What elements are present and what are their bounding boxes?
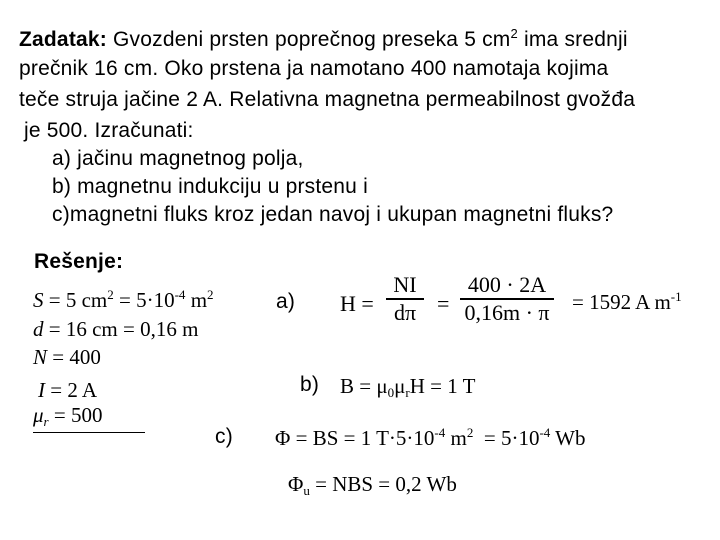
problem-line-3: teče struja jačine 2 A. Relativna magnetna permeabilnost gvožđa xyxy=(19,88,636,111)
fraction-2-denominator: 0,16m · π xyxy=(464,299,550,325)
part-c-unit1-sup: 2 xyxy=(466,425,474,440)
given-N-symbol: N xyxy=(33,345,48,369)
given-I-symbol: I xyxy=(38,378,45,402)
part-c-phi: Φ xyxy=(275,426,291,450)
part-b-mu0-sub: 0 xyxy=(387,385,395,400)
part-c-exp2: -4 xyxy=(539,425,551,440)
problem-line-4: je 500. Izračunati: xyxy=(24,119,194,142)
given-mu-sub: r xyxy=(43,414,49,429)
part-a-fraction-1 xyxy=(386,272,424,326)
part-c-flux xyxy=(275,425,586,451)
given-I-value: = 2 A xyxy=(50,378,98,402)
part-c-unit2: Wb xyxy=(555,426,586,450)
given-S xyxy=(33,287,214,313)
given-d xyxy=(33,317,198,342)
given-mu-value: = 500 xyxy=(53,403,103,427)
problem-item-a: a) jačinu magnetnog polja, xyxy=(52,147,304,170)
part-b-rest: H = 1 T xyxy=(409,374,476,398)
given-d-value: = 16 cm = 0,16 m xyxy=(48,317,199,341)
problem-line-1 xyxy=(19,26,628,52)
part-c-phi-u-sub: u xyxy=(303,483,310,498)
fraction-2-numerator: 400 · 2A xyxy=(467,272,547,297)
given-N xyxy=(33,345,101,370)
given-mu xyxy=(33,403,102,430)
problem-line-1-text: Gvozdeni prsten poprečnog preseka 5 cm xyxy=(113,28,511,51)
part-a-result-exp: -1 xyxy=(670,289,682,304)
given-S-exp: -4 xyxy=(174,287,186,302)
part-b-label: b) xyxy=(300,373,320,396)
given-S-value: = 5 cm xyxy=(48,288,108,312)
problem-item-c: c)magnetni fluks kroz jedan navoj i ukupan magnetni fluks? xyxy=(52,203,614,226)
given-mu-symbol: μ xyxy=(33,403,44,427)
problem-line-2: prečnik 16 cm. Oko prstena ja namotano 400 namotaja kojima xyxy=(19,57,609,80)
part-a-lhs: H = xyxy=(340,291,374,316)
part-c-phi-u: Φ xyxy=(288,472,304,496)
given-underline xyxy=(33,432,145,433)
given-I xyxy=(38,378,97,403)
given-S-unit: m xyxy=(190,288,208,312)
given-S-unit-sup: 2 xyxy=(207,287,214,302)
part-c-expr: = BS = 1 T·5·10 xyxy=(295,426,435,450)
part-a-result-value: = 1592 A m xyxy=(572,290,671,314)
part-c-total-flux xyxy=(288,472,457,499)
part-c-eq2: = 5·10 xyxy=(483,426,540,450)
given-S-symbol: S xyxy=(33,288,44,312)
given-S-sup: 2 xyxy=(107,287,114,302)
problem-label: Zadatak: xyxy=(19,28,107,51)
part-b-equation xyxy=(340,374,475,401)
part-a-eq: = xyxy=(437,291,450,316)
given-d-symbol: d xyxy=(33,317,44,341)
part-b-mu0: μ xyxy=(376,374,388,398)
part-b-mur-sub: r xyxy=(405,385,410,400)
part-a-label: a) xyxy=(276,290,296,313)
part-b-lhs: B = xyxy=(340,374,372,398)
given-N-value: = 400 xyxy=(52,345,101,369)
fraction-1-numerator: NI xyxy=(393,272,417,297)
problem-line-1-sup: 2 xyxy=(510,26,518,41)
part-c-label: c) xyxy=(215,425,233,448)
part-a-fraction-2 xyxy=(460,272,554,326)
part-c-unit1: m xyxy=(450,426,467,450)
given-S-eq: = 5·10 xyxy=(119,288,175,312)
part-a-result xyxy=(572,289,682,315)
fraction-1-denominator: dπ xyxy=(393,299,417,325)
solution-heading: Rešenje: xyxy=(34,250,124,273)
part-c-exp1: -4 xyxy=(434,425,446,440)
problem-line-1-end: ima srednji xyxy=(523,28,628,51)
part-b-mur: μ xyxy=(394,374,406,398)
problem-item-b: b) magnetnu indukciju u prstenu i xyxy=(52,175,368,198)
part-c-expr2: = NBS = 0,2 Wb xyxy=(315,472,457,496)
